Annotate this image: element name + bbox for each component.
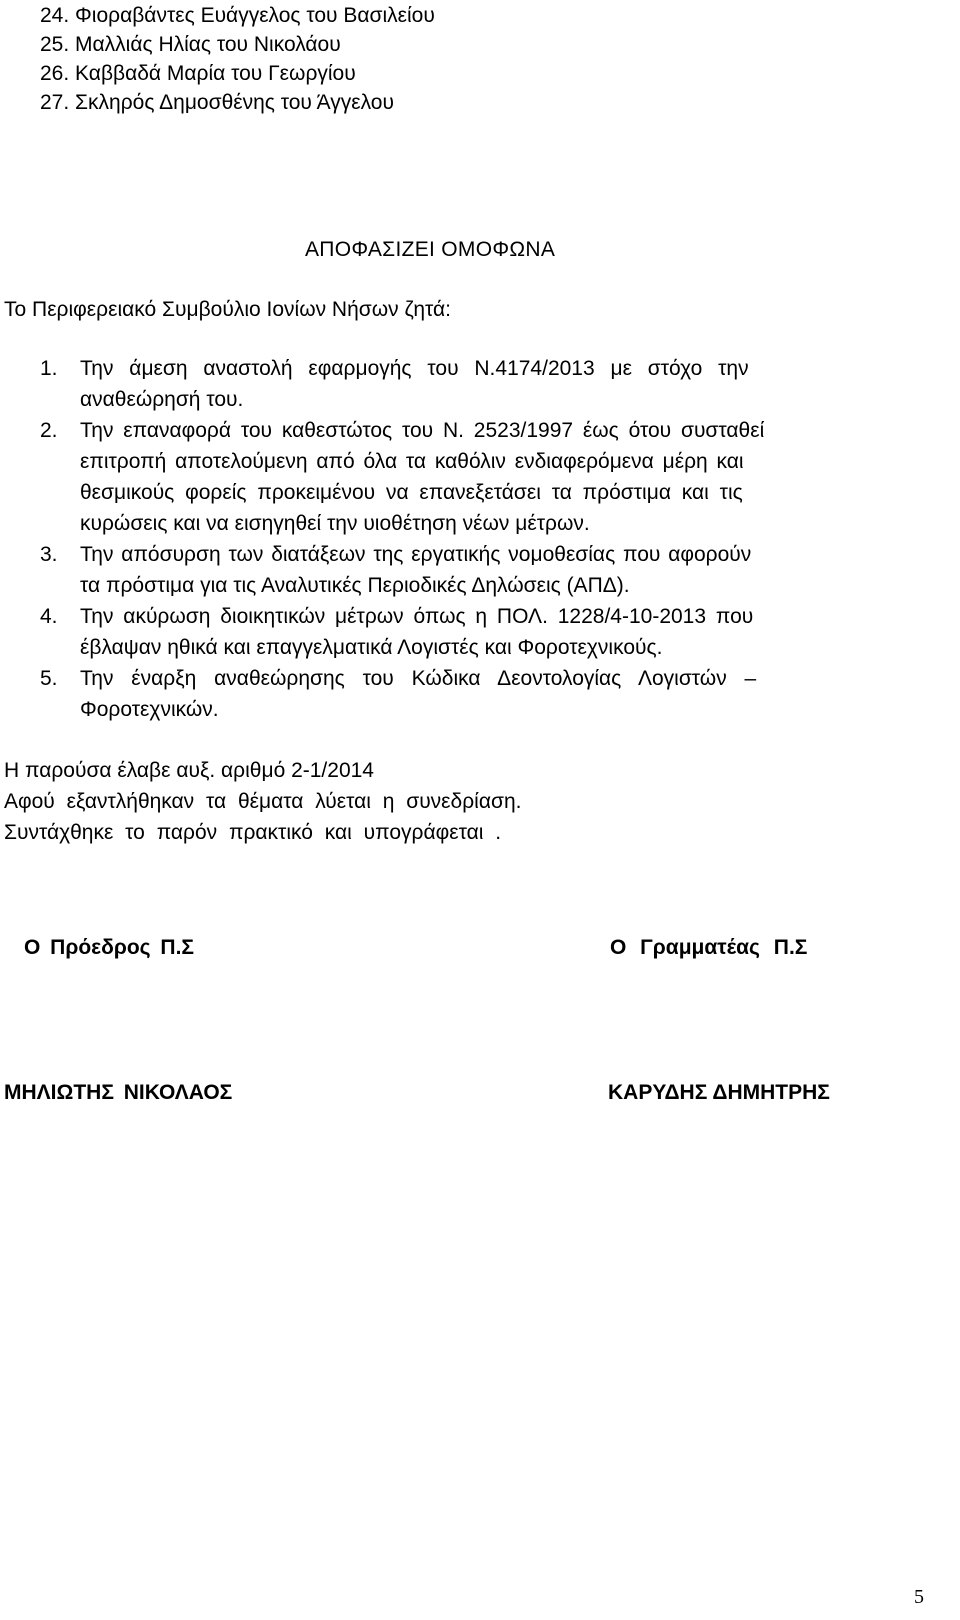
member-list-item — [40, 62, 356, 86]
item-line: Την απόσυρση των διατάξεων της εργατικής νομοθεσίας που αφορούν — [80, 543, 752, 566]
item-line-text: Την άμεση αναστολή εφαρμογής του Ν.4174/2013 με στόχο την — [80, 357, 749, 380]
president-title: Ο Πρόεδρος Π.Σ — [24, 936, 195, 959]
president-name: ΜΗΛΙΩΤΗΣ ΝΙΚΟΛΑΟΣ — [4, 1081, 233, 1104]
item-line: αναθεώρησή του. — [80, 388, 244, 411]
member-name: Φιοραβάντες Ευάγγελος του Βασιλείου — [75, 4, 435, 27]
item-line: Την ακύρωση διοικητικών μέτρων όπως η ΠΟΛ. 1228/4-10-2013 που — [80, 605, 754, 628]
member-number: 24. — [40, 4, 70, 27]
decision-intro: Το Περιφερειακό Συμβούλιο Ιονίων Νήσων ζητά: — [4, 298, 451, 321]
item-number: 2. — [40, 419, 58, 442]
session-end-line: Αφού εξαντλήθηκαν τα θέματα λύεται η συνεδρίαση. — [4, 790, 522, 813]
decision-heading: ΑΠΟΦΑΣΙΖΕΙ ΟΜΟΦΩΝΑ — [305, 238, 556, 261]
protocol-number-line: Η παρούσα έλαβε αυξ. αριθμό 2-1/2014 — [4, 759, 374, 782]
item-line: θεσμικούς φορείς προκειμένου να επανεξετάσει τα πρόστιμα και τις — [80, 481, 743, 504]
member-number: 26. — [40, 62, 70, 85]
secretary-title: Ο Γραμματέας Π.Σ — [610, 936, 808, 959]
item-line: κυρώσεις και να εισηγηθεί την υιοθέτηση νέων μέτρων. — [80, 512, 590, 535]
item-number: 3. — [40, 543, 58, 566]
item-line: Την επαναφορά του καθεστώτος του Ν. 2523/1997 έως ότου συσταθεί — [80, 419, 765, 442]
item-line: έβλαψαν ηθικά και επαγγελματικά Λογιστές και Φοροτεχνικούς. — [80, 636, 663, 659]
member-list-item — [40, 91, 394, 115]
member-number: 27. — [40, 91, 70, 114]
item-line: τα πρόστιμα για τις Αναλυτικές Περιοδικές Δηλώσεις (ΑΠΔ). — [80, 574, 630, 597]
item-number: 5. — [40, 667, 58, 690]
item-line: επιτροπή αποτελούμενη από όλα τα καθόλιν ενδιαφερόμενα μέρη και — [80, 450, 744, 473]
member-name: Μαλλιάς Ηλίας του Νικολάου — [75, 33, 341, 56]
member-list-item — [40, 4, 435, 28]
member-list-item — [40, 33, 341, 57]
secretary-name: ΚΑΡΥΔΗΣ ΔΗΜΗΤΡΗΣ — [608, 1081, 830, 1104]
item-line — [80, 357, 922, 381]
member-number: 25. — [40, 33, 70, 56]
item-line: Την έναρξη αναθεώρησης του Κώδικα Δεοντολογίας Λογιστών – — [80, 667, 757, 690]
signing-line: Συντάχθηκε το παρόν πρακτικό και υπογράφεται . — [4, 821, 502, 844]
item-line: Φοροτεχνικών. — [80, 698, 219, 721]
member-name: Καββαδά Μαρία του Γεωργίου — [75, 62, 356, 85]
item-number: 1. — [40, 357, 58, 380]
item-number: 4. — [40, 605, 58, 628]
member-name: Σκληρός Δημοσθένης του Άγγελου — [75, 91, 394, 114]
page-number: 5 — [914, 1586, 924, 1608]
